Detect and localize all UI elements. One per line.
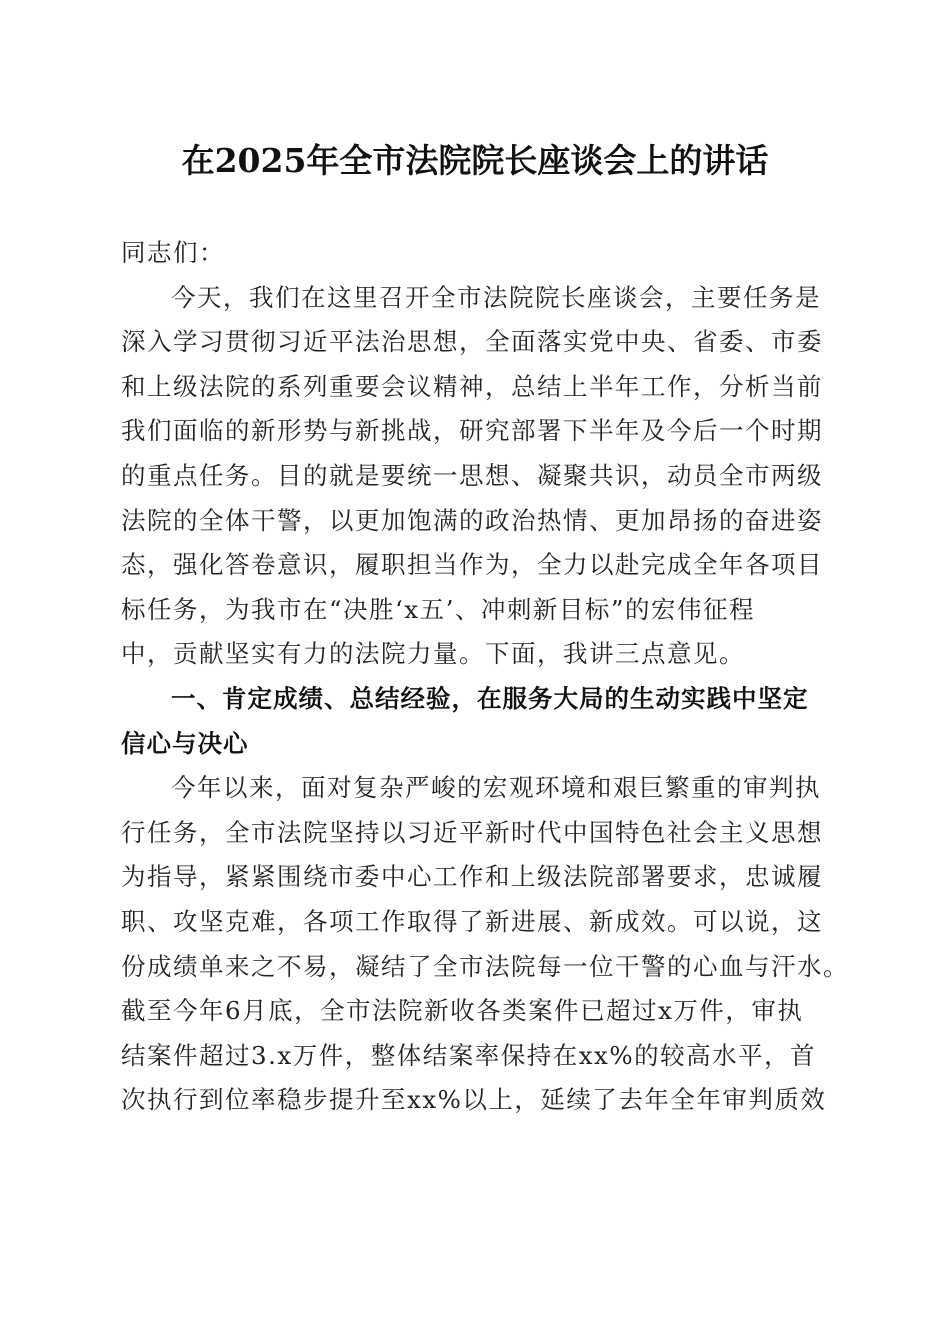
document-body [121,231,849,1123]
text-line: 结案件超过3.x万件，整体结案率保持在xx%的较高水平，首 [121,1040,817,1070]
section-heading-1 [121,677,827,766]
text-line: 和上级法院的系列重要会议精神，总结上半年工作，分析当前 [121,371,823,401]
text-line: 截至今年6月底，全市法院新收各类案件已超过x万件，审执 [121,996,804,1026]
text-line: 中，贡献坚实有力的法院力量。下面，我讲三点意见。 [121,639,745,669]
text-line: 今年以来，面对复杂严峻的宏观环境和艰巨繁重的审判执 [171,773,821,803]
text-line: 次执行到位率稳步提升至xx%以上，延续了去年全年审判质效 [121,1085,827,1115]
paragraph-intro [121,276,827,677]
text-line: 今天，我们在这里召开全市法院院长座谈会，主要任务是 [171,282,821,312]
paragraph-achievements [121,766,849,1123]
salutation: 同志们： [121,238,225,267]
text-line: 的重点任务。目的就是要统一思想、凝聚共识，动员全市两级 [121,460,823,490]
document-title: 在2025年全市法院院长座谈会上的讲话 [181,141,769,180]
text-line: 职、攻坚克难，各项工作取得了新进展、新成效。可以说，这 [121,906,823,936]
text-line: 我们面临的新形势与新挑战，研究部署下半年及今后一个时期 [121,416,823,446]
text-line: 深入学习贯彻习近平法治思想，全面落实党中央、省委、市委 [121,327,823,357]
text-line: 为指导，紧紧围绕市委中心工作和上级法院部署要求，忠诚履 [121,862,823,892]
text-line: 份成绩单来之不易，凝结了全市法院每一位干警的心血与汗水。 [121,951,849,981]
heading-line: 一、肯定成绩、总结经验，在服务大局的生动实践中坚定 [171,683,809,713]
text-line: 行任务，全市法院坚持以习近平新时代中国特色社会主义思想 [121,817,823,847]
text-line: 态，强化答卷意识，履职担当作为，全力以赴完成全年各项目 [121,550,823,580]
heading-line: 信心与决心 [121,728,249,758]
text-line: 法院的全体干警，以更加饱满的政治热情、更加昂扬的奋进姿 [121,505,823,535]
text-line: 标任务，为我市在“决胜‘x五’、冲刺新目标”的宏伟征程 [121,594,755,624]
